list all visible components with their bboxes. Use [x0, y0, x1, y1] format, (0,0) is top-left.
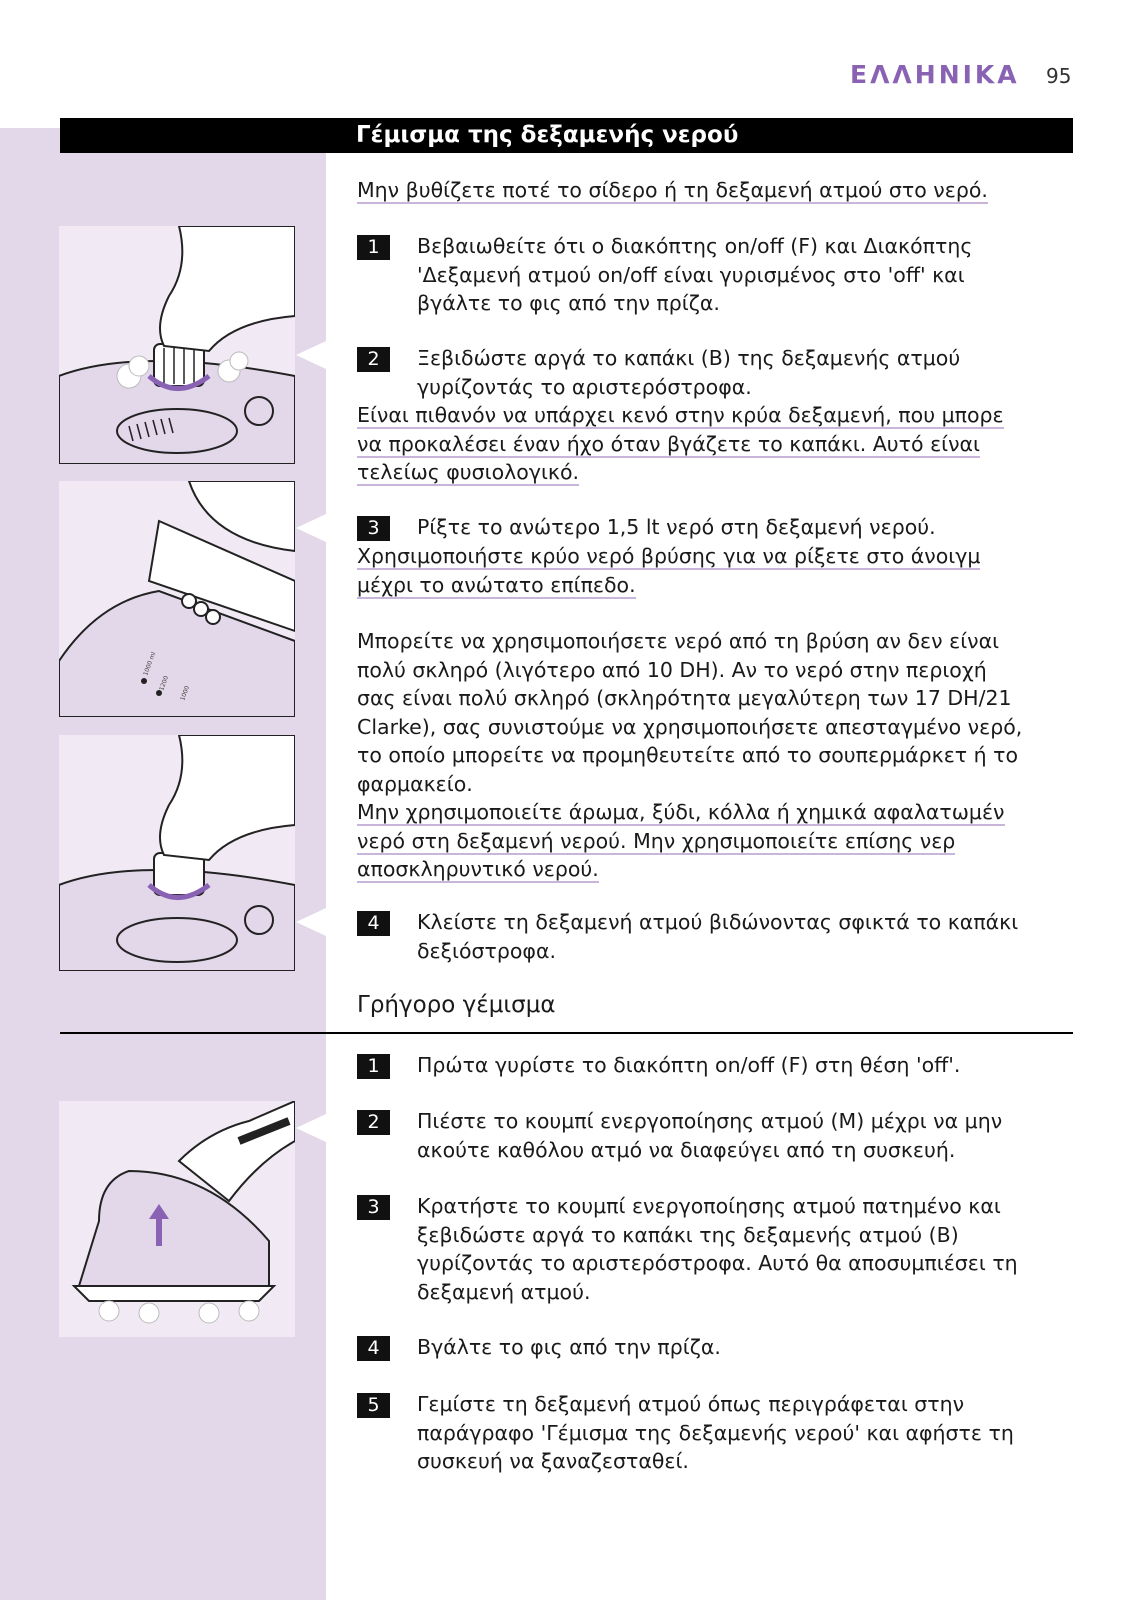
- pointer-notch: [296, 908, 326, 936]
- step-line: γυρίζοντάς το αριστερόστροφα.: [417, 374, 752, 399]
- note-line: πολύ σκληρό (λιγότερο από 10 DH). Αν το νερό στην περιοχή: [357, 657, 987, 682]
- step-4-text: [417, 908, 1018, 965]
- note-line: σας είναι πολύ σκληρό (σκληρότητα μεγαλύτερη των 17 DH/21: [357, 686, 1012, 710]
- pointer-notch: [296, 341, 326, 369]
- page-number: 95: [1046, 64, 1072, 88]
- tank-scale-label-2: 1200: [158, 674, 171, 692]
- tank-scale-label-3: 1000: [179, 684, 192, 702]
- pointer-notch: [296, 514, 326, 542]
- step-line: Ρίξτε το ανώτερο 1,5 lt νερό στη δεξαμενή νερού.: [417, 515, 936, 539]
- quick-step-2-text: [417, 1107, 1002, 1164]
- illustration-fill-water: [59, 481, 295, 717]
- step-line: Βγάλτε το φις από την πρίζα.: [417, 1335, 721, 1359]
- step-line: Κλείστε τη δεξαμενή ατμού βιδώνοντας σφικτά το καπάκι: [417, 910, 1019, 934]
- step-line: ακούτε καθόλου ατμό να διαφεύγει από τη συσκευή.: [417, 1137, 956, 1162]
- step-line: συσκευή να ξαναζεσταθεί.: [417, 1449, 689, 1473]
- step-line: Βεβαιωθείτε ότι ο διακόπτης on/off (F) και Διακόπτης: [417, 234, 973, 258]
- step-line: Γεμίστε τη δεξαμενή ατμού όπως περιγράφεται στην: [417, 1392, 965, 1416]
- warning-line: Μην βυθίζετε ποτέ το σίδερο ή τη δεξαμενή ατμού στο νερό.: [357, 178, 988, 202]
- step-number-badge: 4: [357, 1336, 390, 1361]
- note-cold-water: [357, 542, 980, 599]
- note-vacuum: [357, 401, 1004, 487]
- step-1-text: [417, 232, 972, 318]
- step-number-badge: 2: [357, 1110, 390, 1135]
- note-line: Μην χρησιμοποιείτε άρωμα, ξύδι, κόλλα ή χημικά αφαλατωμέν: [357, 800, 1005, 824]
- section-title-bar: [60, 118, 1073, 153]
- quick-step-1-text: [417, 1051, 960, 1080]
- step-line: παράγραφο 'Γέμισμα της δεξαμενής νερού' και αφήστε τη: [417, 1420, 1014, 1445]
- tank-scale-label-1: 1000 ml: [142, 651, 158, 677]
- note-line: το οποίο μπορείτε να προμηθευτείτε από το σουπερμάρκετ ή το: [357, 743, 1019, 767]
- step-number-badge: 5: [357, 1393, 390, 1418]
- note-no-additives: [357, 798, 1005, 884]
- note-line: μέχρι το ανώτατο επίπεδο.: [357, 572, 636, 597]
- quick-step-3-text: [417, 1192, 1018, 1306]
- language-label: ΕΛΛΗΝΙΚΑ: [850, 60, 1020, 89]
- section-divider: [60, 1032, 1073, 1034]
- note-line: Είναι πιθανόν να υπάρχει κενό στην κρύα δεξαμενή, που μπορε: [357, 403, 1004, 427]
- step-line: ξεβιδώστε αργά το καπάκι της δεξαμενής ατμού (B): [417, 1222, 959, 1247]
- step-line: γυρίζοντάς το αριστερόστροφα. Αυτό θα αποσυμπιέσει τη: [417, 1251, 1018, 1275]
- step-line: Ξεβιδώστε αργά το καπάκι (B) της δεξαμενής ατμού: [417, 346, 961, 370]
- quick-step-5-text: [417, 1390, 1014, 1476]
- illustration-steam-button: [59, 1101, 295, 1337]
- step-number-badge: 1: [357, 235, 390, 260]
- step-line: δεξιόστροφα.: [417, 938, 556, 963]
- step-2-text: [417, 344, 960, 401]
- hand-press-steam-button-illustration: [59, 1101, 295, 1337]
- illustration-unscrew-cap: [59, 226, 295, 464]
- hand-screw-cap-illustration: [59, 735, 295, 971]
- pointer-notch: [296, 1114, 326, 1142]
- quick-step-4-text: [417, 1333, 721, 1362]
- step-line: 'Δεξαμενή ατμού on/off είναι γυρισμένος στο 'off' και: [417, 262, 965, 287]
- hand-unscrew-cap-illustration: [59, 226, 295, 464]
- note-line: φαρμακείο.: [357, 771, 473, 796]
- step-3-text: [417, 513, 936, 542]
- warning-text: [357, 176, 988, 205]
- step-number-badge: 3: [357, 516, 390, 541]
- step-number-badge: 1: [357, 1054, 390, 1079]
- note-line: Χρησιμοποιήστε κρύο νερό βρύσης για να ρίξετε στο άνοιγμ: [357, 544, 981, 568]
- step-number-badge: 2: [357, 347, 390, 372]
- note-line: τελείως φυσιολογικό.: [357, 460, 580, 484]
- note-line: αποσκληρυντικό νερού.: [357, 857, 599, 881]
- note-line: να προκαλέσει έναν ήχο όταν βγάζετε το καπάκι. Αυτό είναι: [357, 431, 980, 456]
- illustration-screw-cap: [59, 735, 295, 971]
- quick-fill-heading: Γρήγορο γέμισμα: [357, 992, 556, 1018]
- note-line: Μπορείτε να χρησιμοποιήσετε νερό από τη βρύση αν δεν είναι: [357, 629, 1000, 653]
- step-line: βγάλτε το φις από την πρίζα.: [417, 291, 720, 315]
- step-number-badge: 4: [357, 911, 390, 936]
- note-line: νερό στη δεξαμενή νερού. Μην χρησιμοποιείτε επίσης νερ: [357, 828, 956, 853]
- step-line: Πρώτα γυρίστε το διακόπτη on/off (F) στη θέση 'off'.: [417, 1053, 961, 1077]
- step-line: Πιέστε το κουμπί ενεργοποίησης ατμού (M) μέχρι να μην: [417, 1109, 1003, 1133]
- note-line: Clarke), σας συνιστούμε να χρησιμοποιήσετε απεσταγμένο νερό,: [357, 714, 1023, 739]
- section-title: Γέμισμα της δεξαμενής νερού: [356, 122, 739, 148]
- note-tap-water: [357, 627, 1022, 798]
- hand-pour-water-illustration: [59, 481, 295, 717]
- step-number-badge: 3: [357, 1195, 390, 1220]
- step-line: Κρατήστε το κουμπί ενεργοποίησης ατμού πατημένο και: [417, 1194, 1001, 1218]
- step-line: δεξαμενή ατμού.: [417, 1279, 591, 1304]
